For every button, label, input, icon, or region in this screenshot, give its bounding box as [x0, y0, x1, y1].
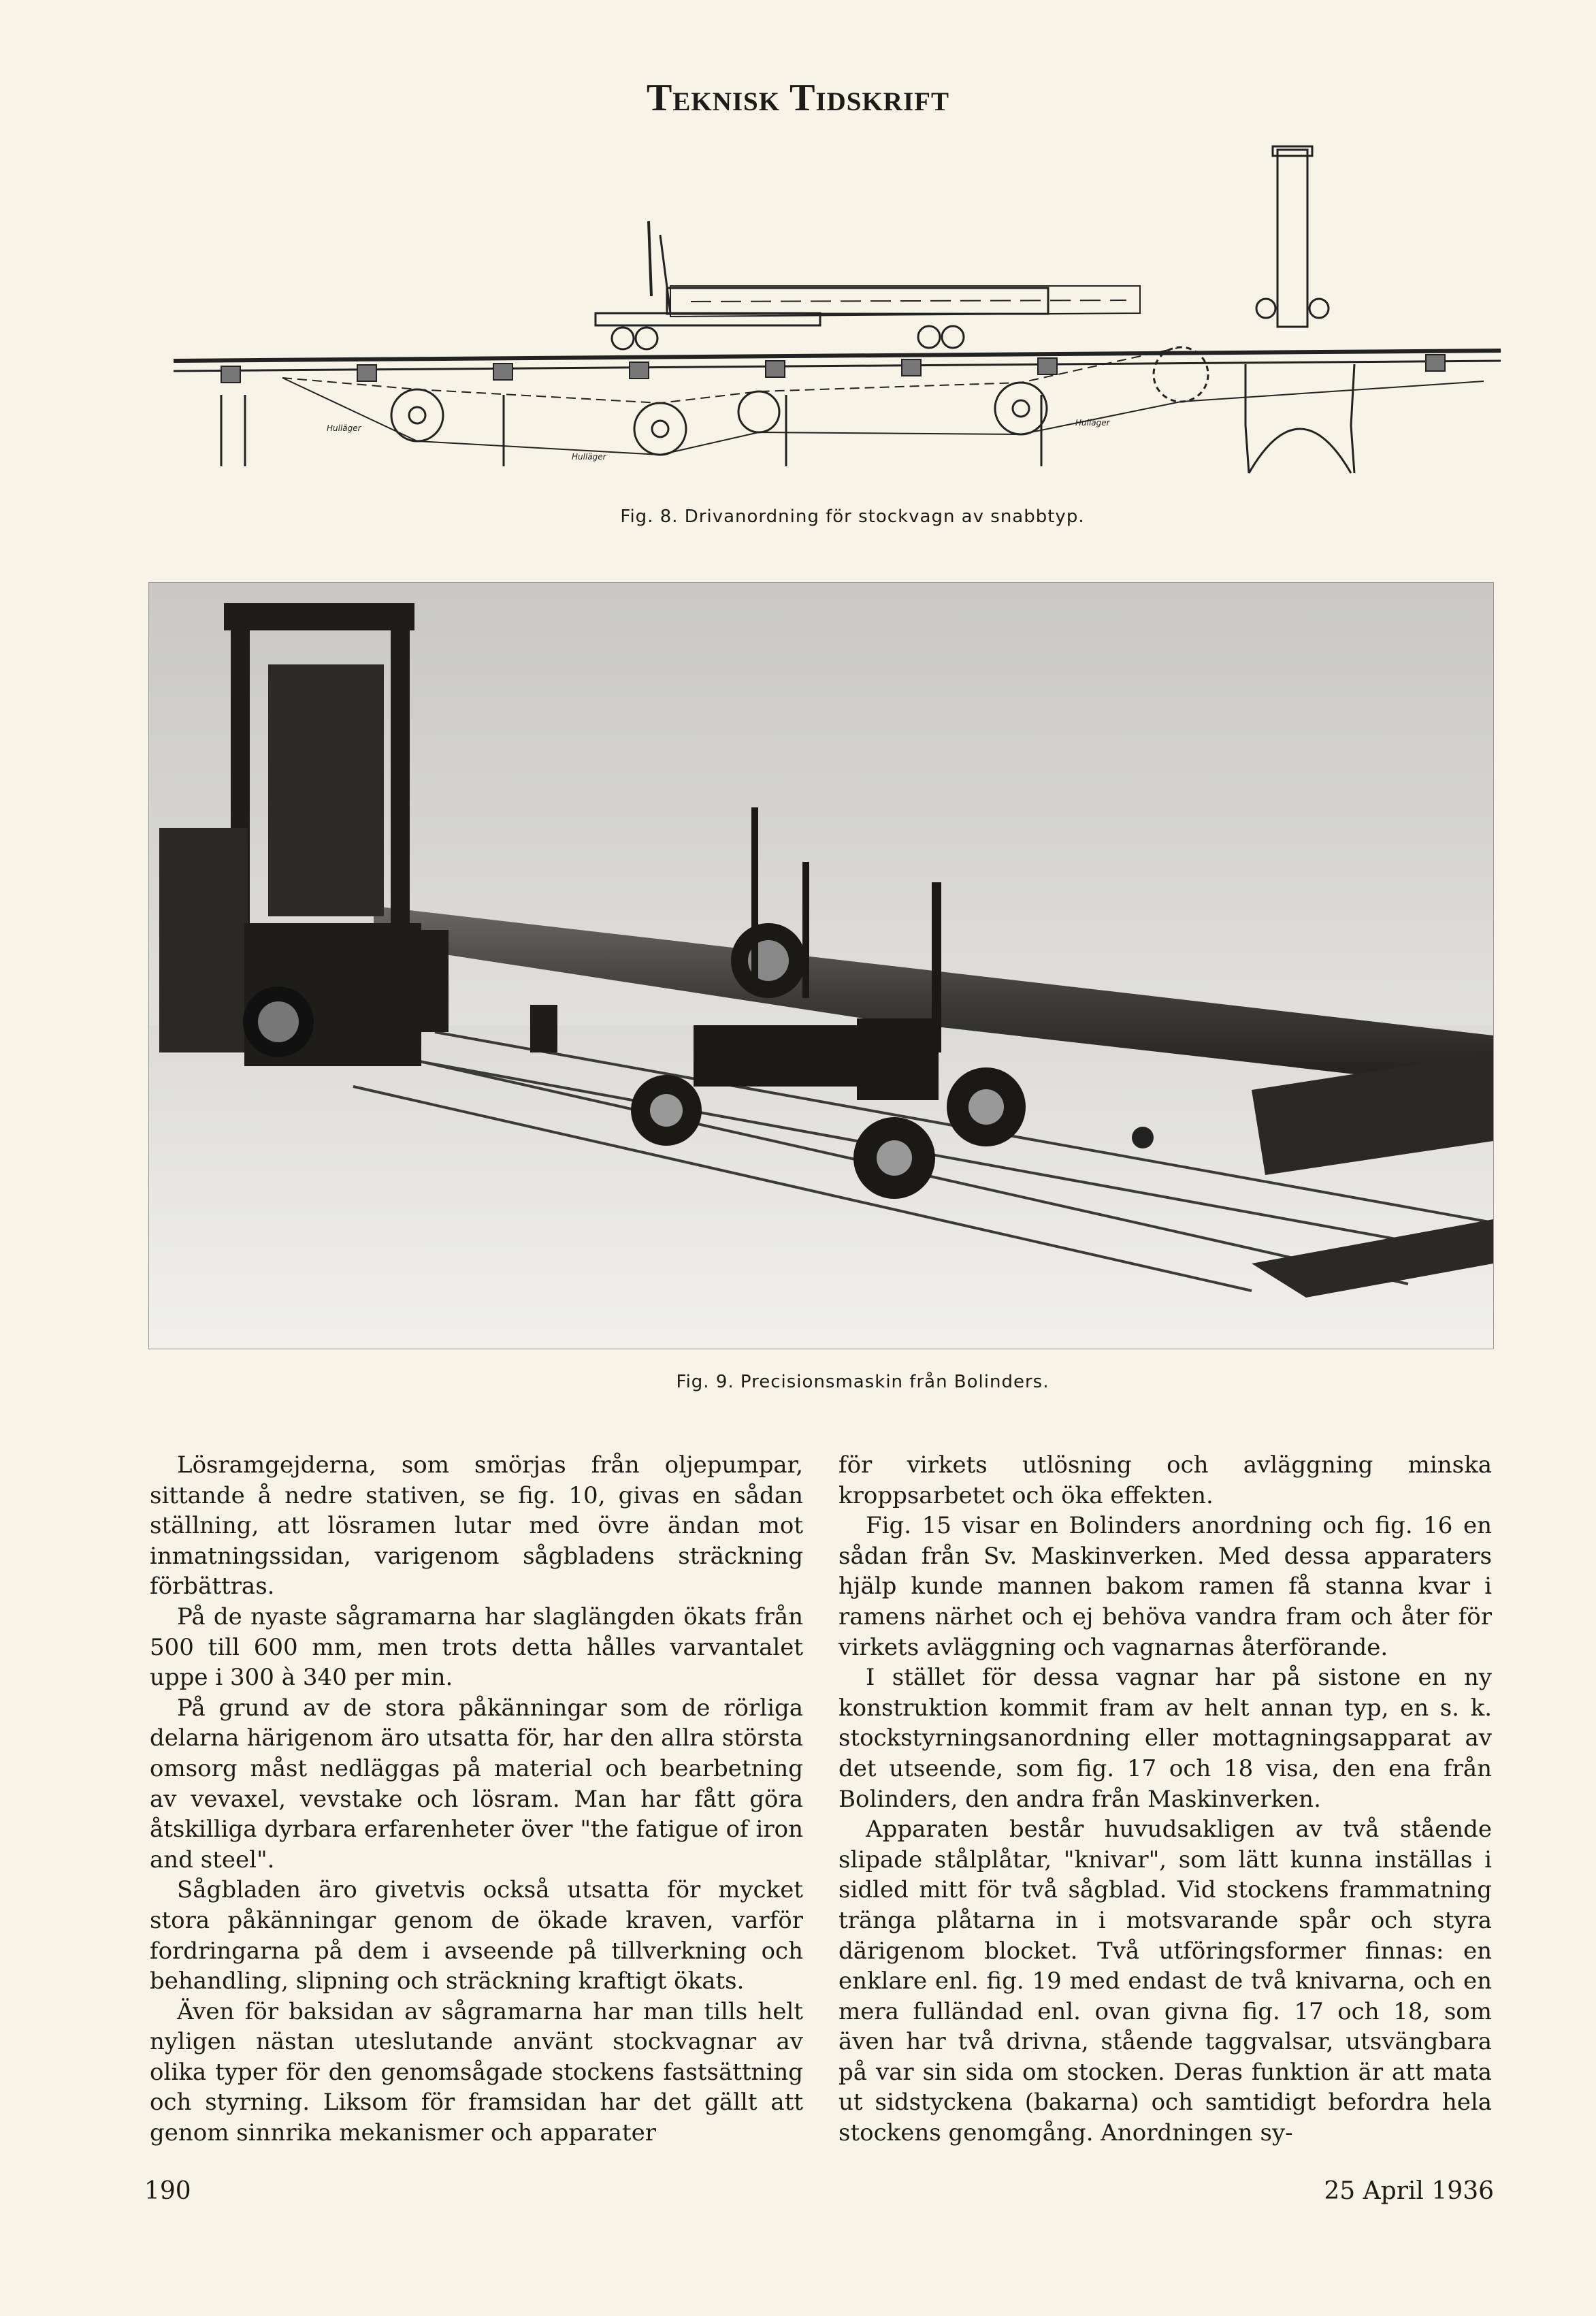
body-right-column [838, 1450, 1492, 2149]
paragraph: Även för baksidan av sågramarna har man tills helt nyligen nästan uteslutande använt stockvagnar av olika typer för den genomsågade stockens fastsättning och styrning. Liksom för framsidan har det gällt att genom sinnrika mekanismer och apparater [150, 1997, 803, 2147]
figure-8-label: Hulläger [327, 423, 361, 433]
paragraph: Fig. 15 visar en Bolinders anordning och fig. 16 en sådan från Sv. Maskinverken. Med dessa apparaters hjälp kunde mannen bakom ramen få stanna kvar i ramens närhet och ej behöva vandra fram och åter för virkets avläggning och vagnarnas återförande. [838, 1512, 1492, 1661]
page-number: 190 [144, 2177, 191, 2205]
body-left-column [150, 1450, 803, 2149]
figure-8-label: Hulläger [572, 452, 606, 462]
figure-9-photo [148, 582, 1494, 1349]
figure-8-drawing [146, 140, 1501, 494]
paragraph: Lösramgejderna, som smörjas från oljepumpar, sittande å nedre stativen, se fig. 10, givas en sådan ställning, att lösramen lutar med övre ändan mot inmatningssidan, varigenom sågbladens sträckning förbättras. [150, 1451, 803, 1601]
paragraph: På de nyaste sågramarna har slaglängden ökats från 500 till 600 mm, men trots detta hålles varvantalet uppe i 300 à 340 per min. [150, 1603, 803, 1692]
issue-date: 25 April 1936 [1324, 2177, 1494, 2205]
journal-title: Teknisk Tidskrift [647, 77, 949, 119]
paragraph: I stället för dessa vagnar har på sistone en ny konstruktion kommit fram av helt annan typ, en s. k. stockstyrningsanordning eller mottagningsapparat av det utseende, som fig. 17 och 18 visa, den ena från Bolinders, den andra från Maskinverken. [838, 1664, 1492, 1813]
paragraph: Apparaten består huvudsakligen av två stående slipade stålplåtar, "knivar", som lätt kunna inställas i sidled mitt för två sågblad. Vid stockens frammatning tränga plåtarna in i motsvarande spår och styra därigenom blocket. Två utföringsformer finnas: en enklare enl. fig. 19 med endast de två knivarna, och en mera fulländad enl. ovan givna fig. 17 och 18, som även har två drivna, stående taggvalsar, utsvängbara på var sin sida om stocken. Deras funktion är att mata ut sidstyckena (bakarna) och samtidigt befordra hela stockens genomgång. Anordningen sy- [838, 1816, 1492, 2147]
figure-9-caption: Fig. 9. Precisionsmaskin från Bolinders. [676, 1372, 1049, 1392]
paragraph: På grund av de stora påkänningar som de rörliga delarna härigenom äro utsatta för, har den allra största omsorg måst nedläggas på material och bearbetning av vevaxel, vevstake och lösram. Man har fått göra åtskilliga dyrbara erfarenheter över "the fatigue of iron and steel". [150, 1694, 803, 1873]
figure-8-caption: Fig. 8. Drivanordning för stockvagn av snabbtyp. [620, 506, 1085, 527]
figure-8-label: Hulläger [1075, 418, 1110, 428]
paragraph: Sågbladen äro givetvis också utsatta för mycket stora påkänningar genom de ökade kraven, varför fordringarna på dem i avseende på tillverkning och behandling, slipning och sträckning kraftigt ökats. [150, 1876, 803, 1995]
paragraph: för virkets utlösning och avläggning minska kroppsarbetet och öka effekten. [838, 1451, 1492, 1509]
sawmill-machine-illustration [149, 583, 1493, 1349]
